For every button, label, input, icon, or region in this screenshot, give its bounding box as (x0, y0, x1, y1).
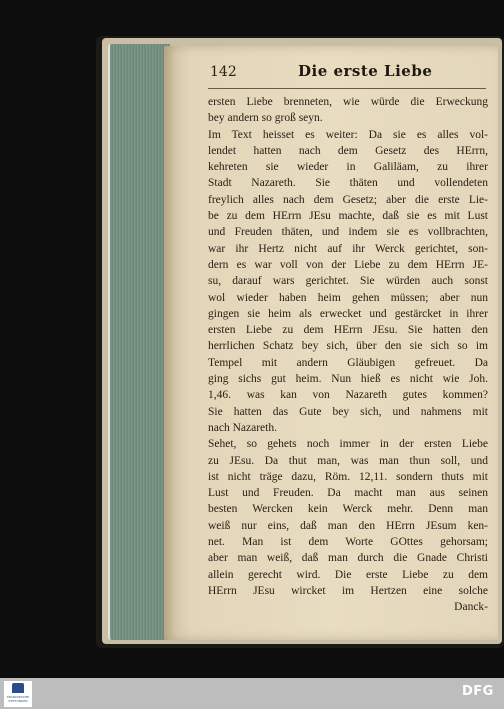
text-line: allein gerecht wird. Die erste Liebe zu dem (208, 568, 488, 581)
page-edges (108, 44, 170, 640)
text-line: kehreten sie wieder in Galiläam, zu ihrer (208, 161, 488, 174)
text-line: ist nicht träge dazu, Röm. 12,11. sondern thuts mit (208, 470, 488, 483)
running-head: Die erste Liebe (298, 62, 433, 80)
text-line: freylich alles nach dem Gesetz; aber die erste Lie- (208, 193, 488, 206)
text-line: nach Nazareth. (208, 421, 277, 434)
text-line: und Freuden thäten, und indem sie es vollbrachten, (208, 226, 488, 239)
text-line: zu JEsu. Da thut man, was man thun soll, und (208, 454, 488, 467)
text-line: Lust und Freuden. Da macht man aus seinen (208, 487, 488, 500)
text-line: Tempel mit andern Gläubigen gefreuet. Da (208, 356, 488, 369)
text-line: Im Text heisset es weiter: Da sie es alles vol- (208, 128, 488, 141)
header-rule (208, 88, 486, 89)
text-line: HErrn JEsu wircket im Hertzen eine solche (208, 584, 488, 597)
page-number: 142 (210, 64, 237, 80)
text-line: ersten Liebe zu dem HErrn JEsu. Sie hatten den (208, 324, 488, 337)
logo-label: FRANCKESCHE STIFTUNGEN (6, 695, 30, 703)
text-line: bey andern so groß seyn. (208, 112, 323, 125)
text-line: wol wieder haben heim gehen müssen; aber nun (208, 291, 488, 304)
franckesche-stiftungen-logo[interactable] (4, 681, 32, 707)
text-line: besten Wercken kein Werck mehr. Denn man (208, 503, 488, 516)
text-line: su, darauf wars gerichtet. Sie würden auch sonst (208, 275, 488, 288)
text-line: Sie hatten das Gute bey sich, und nahmens mit (208, 405, 488, 418)
text-line: dern es war voll von der Liebe zu dem HErrn JE- (208, 258, 488, 271)
text-line: war ihr Hertz nicht auf ihr Werck gerichtet, son- (208, 242, 488, 255)
text-line: ging sichs gut heim. Nun hieß es nicht wie Joh. (208, 373, 488, 386)
text-line: weiß nur eins, daß man den HErrn JEsum ken- (208, 519, 488, 532)
text-line: Stadt Nazareth. Sie thäten und vollendeten (208, 177, 488, 190)
text-line: 1,46. was kan von Nazareth gutes kommen? (208, 389, 488, 402)
footer-bar (0, 678, 504, 709)
text-line: herrlichen Schatz bey sich, über den sie sich so im (208, 340, 488, 353)
text-line: net. Man ist dem Worte GOttes gehorsam; (208, 536, 488, 549)
text-line: be zu dem HErrn JEsu machte, daß sie es mit Lust (208, 210, 488, 223)
body-text (208, 94, 488, 616)
text-line: gingen sie heim als erwecket und gestärcket in ihrer (208, 307, 488, 320)
text-line: lendet hatten nach dem Gesetz des HErrn, (208, 144, 488, 157)
page-header (210, 62, 488, 84)
text-line: Sehet, so gehets noch immer in der ersten Liebe (208, 438, 488, 451)
dfg-logo[interactable]: DFG (462, 684, 494, 699)
text-line: ersten Liebe brenneten, wie würde die Erweckung (208, 96, 488, 108)
text-line: aber man weiß, daß man durch die Gnade Christi (208, 552, 488, 565)
catchword: Danck- (454, 601, 488, 614)
institution-logo-icon (12, 683, 24, 693)
